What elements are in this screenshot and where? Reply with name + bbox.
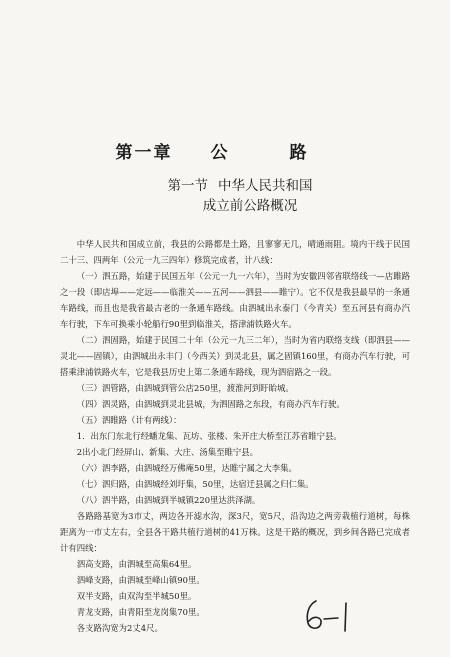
road-1-paragraph: （一）泗五路，始建于民国五年（公元一九一六年），当时为安徽四邻省联络线一—店雎路之一段（即店埠——定远——临淮关——五河——泗县——睢宁）。它不仅是我县最早的一条通车路线，而且也是我省最古老的一条通车路线。由泗城出永泰门（今青关）至五河县有商办汽车行驶，下车可换乘小轮船行90里到临淮关，搭津浦铁路火车。 [60, 271, 410, 329]
handwritten-dash [324, 618, 338, 619]
branch-road-3: 双半支路，由双沟至半城50里。 [76, 591, 197, 601]
road-8-paragraph: （八）泗半路，由泗城到半城镇220里达洪泽湖。 [76, 495, 261, 505]
section-title-line2: 成立前公路概况 [202, 198, 298, 214]
section-heading [0, 176, 450, 216]
chapter-name: 公 路 [210, 143, 335, 163]
branch-road-4: 青龙支路，由青阳至龙岗集70里。 [76, 607, 205, 617]
handwritten-six [307, 601, 321, 628]
chapter-number: 第一章 [115, 143, 173, 163]
road-4-paragraph: （四）泗灵路，由泗城到灵北县城，为泗固路之东段，有商办汽车行驶。 [76, 399, 345, 409]
handwritten-one [345, 603, 346, 631]
road-5-line-2: 2出小北门经屏山、新集、大庄、汤集至睢宁县。 [76, 447, 258, 457]
chapter-heading [0, 138, 450, 163]
road-width-paragraph: 各路路基宽为3市丈，两边各开滤水沟，深3尺，宽5尺，沿沟边之两旁栽植行道树，每株距离为一市丈左右，全县各干路共植行道树的41万株。这是干路的概况，到乡间各路已完成者计有四线： [60, 511, 410, 553]
section-heading-line1 [0, 176, 450, 196]
handwritten-page-mark [300, 595, 360, 635]
intro-paragraph: 中华人民共和国成立前，我县的公路都是土路，且寥寥无几，晴通雨阻。境内干线于民国二十三、四两年（公元一九三四年）修筑完成者，计八线： [60, 239, 410, 265]
road-7-paragraph: （七）泗归路，由泗城经刘圩集，50里，达宿迁县属之归仁集。 [76, 479, 314, 489]
section-number: 第一节 [167, 178, 208, 194]
road-3-paragraph: （三）泗管路，由泗城到管公店250里，渡淮河到盱眙城。 [76, 383, 294, 393]
branch-road-width: 各支路沟宽为2丈4尺。 [76, 623, 163, 633]
body-text [60, 236, 410, 636]
branch-road-2: 泗峰支路，由泗城至峰山镇90里。 [76, 575, 205, 585]
section-title-line1: 中华人民共和国 [218, 178, 313, 194]
road-5-line-1: 1．出东门东北行经蟠龙集、瓦坊、张楼、朱开庄大桥至江苏省睢宁县。 [76, 431, 342, 441]
road-5-paragraph: （五）泗睢路（计有两线）： [76, 415, 182, 425]
road-6-paragraph: （六）泗李路，由泗城经万佛庵50里，达睢宁属之大李集。 [76, 463, 297, 473]
branch-road-1: 泗高支路，由泗城至高集64里。 [76, 559, 197, 569]
road-2-paragraph: （二）泗固路，始建于民国二十年（公元一九三二年），当时为省内联络支线（即泗县——灵北——固镇），由泗城出永丰门（今西关）到灵北县，属之固镇160里，有商办汽车行驶，可搭乘津浦铁路火车，它是我县历史上第二条通车路线，现为泗宿路之一段。 [60, 335, 410, 377]
